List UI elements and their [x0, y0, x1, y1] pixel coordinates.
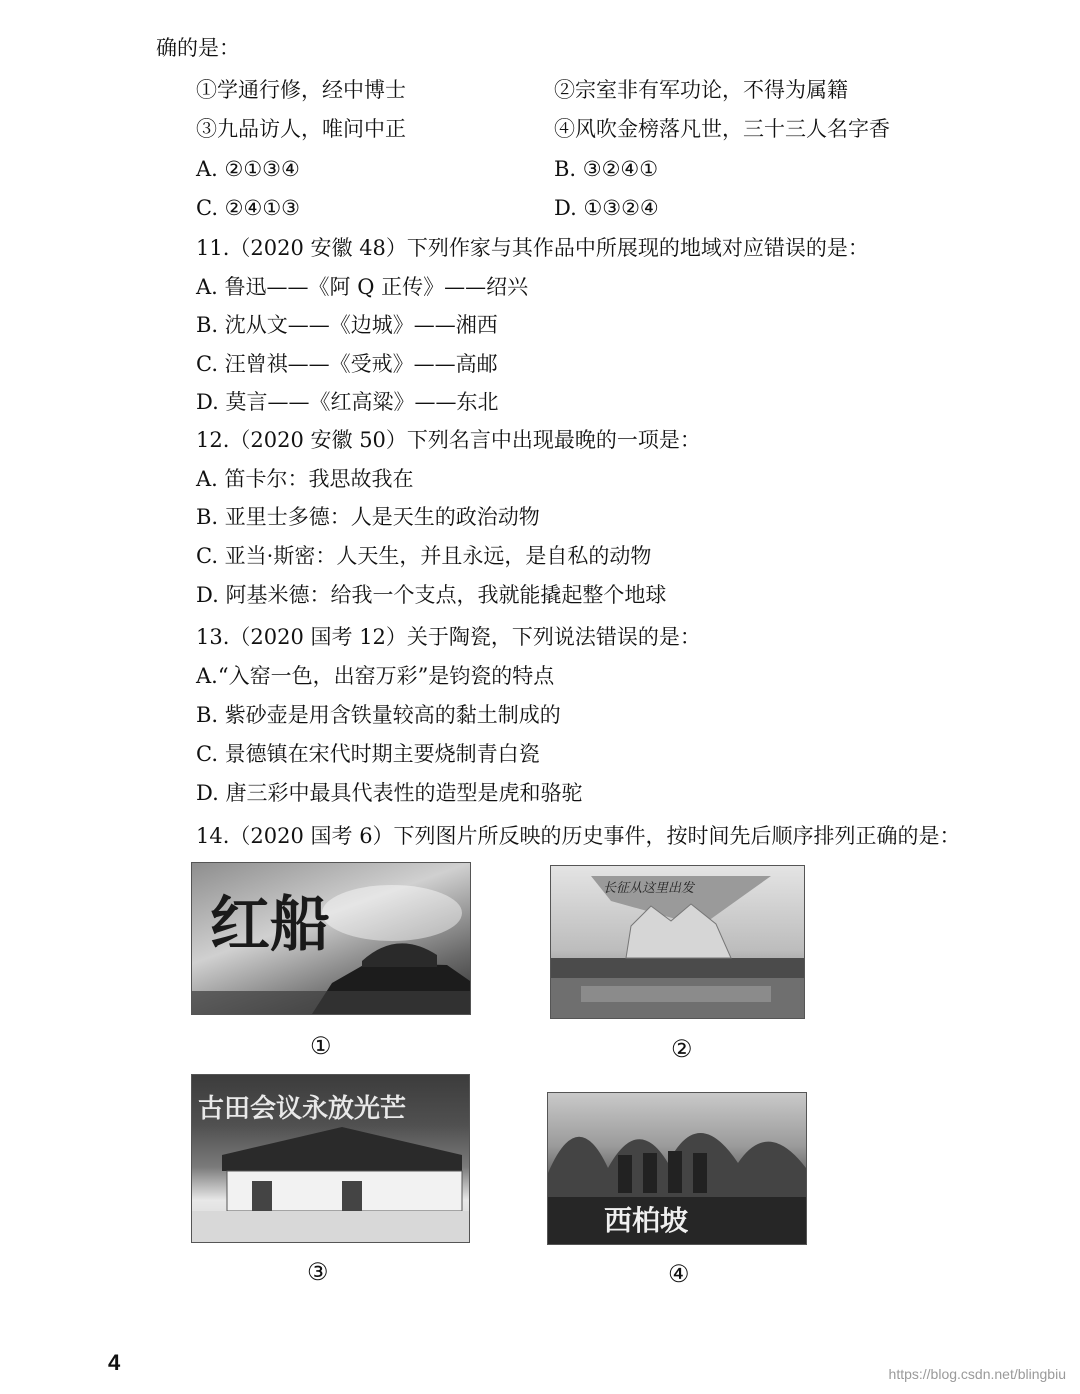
q12-option-c: C. 亚当·斯密：人天生，并且永远，是自私的动物 [196, 544, 652, 568]
q14-stem: 14.（2020 国考 6）下列图片所反映的历史事件，按时间先后顺序排列正确的是： [196, 824, 961, 848]
q11-option-a: A. 鲁迅——《阿 Q 正传》——绍兴 [196, 275, 529, 299]
q13-option-d: D. 唐三彩中最具代表性的造型是虎和骆驼 [196, 781, 583, 805]
monument-illustration [551, 866, 804, 1018]
q10-item-2: ②宗室非有军功论，不得为属籍 [554, 78, 848, 102]
figure-2-caption: ② [671, 1035, 693, 1063]
figure-3-caption: ③ [307, 1258, 329, 1286]
figure-3-title: 古田会议永放光芒 [198, 1094, 407, 1124]
q13-option-c: C. 景德镇在宋代时期主要烧制青白瓷 [196, 742, 540, 766]
q12-option-d: D. 阿基米德：给我一个支点，我就能撬起整个地球 [196, 583, 667, 607]
q12-option-a: A. 笛卡尔：我思故我在 [196, 467, 414, 491]
q11-stem: 11.（2020 安徽 48）下列作家与其作品中所展现的地域对应错误的是： [196, 236, 869, 260]
figure-4-title: 西柏坡 [604, 1204, 689, 1237]
q10-item-4: ④风吹金榜落凡世，三十三人名字香 [554, 117, 890, 141]
figure-3-gutian-conference [191, 1074, 470, 1243]
q11-option-c: C. 汪曾祺——《受戒》——高邮 [196, 352, 498, 376]
q13-option-b: B. 紫砂壶是用含铁量较高的黏土制成的 [196, 703, 561, 727]
q10-stem-tail: 确的是： [156, 36, 240, 60]
q10-item-3: ③九品访人，唯问中正 [196, 117, 406, 141]
gutian-building-illustration [192, 1075, 469, 1242]
xibaipo-illustration [548, 1093, 806, 1244]
red-boat-illustration [192, 863, 470, 1014]
figure-2-title: 长征从这里出发 [603, 881, 695, 896]
q11-option-d: D. 莫言——《红高粱》——东北 [196, 390, 499, 414]
q12-option-b: B. 亚里士多德：人是天生的政治动物 [196, 505, 540, 529]
q12-stem: 12.（2020 安徽 50）下列名言中出现最晚的一项是： [196, 428, 701, 452]
figure-1-caption: ① [310, 1032, 332, 1060]
figure-4-caption: ④ [668, 1260, 690, 1288]
q13-option-a: A.“入窑一色，出窑万彩”是钧瓷的特点 [196, 664, 555, 688]
q11-option-b: B. 沈从文——《边城》——湘西 [196, 313, 498, 337]
q10-option-d: D. ①③②④ [554, 196, 659, 220]
figure-1-title: 红船 [210, 890, 330, 960]
q10-option-b: B. ③②④① [554, 157, 659, 181]
q13-stem: 13.（2020 国考 12）关于陶瓷，下列说法错误的是： [196, 625, 701, 649]
figure-1-red-boat [191, 862, 471, 1015]
watermark-text: https://blog.csdn.net/blingbiu [888, 1366, 1066, 1382]
q10-option-a: A. ②①③④ [196, 157, 300, 181]
page-number: 4 [108, 1350, 121, 1375]
q10-option-c: C. ②④①③ [196, 196, 300, 220]
q10-item-1: ①学通行修，经中博士 [196, 78, 406, 102]
figure-2-long-march-monument [550, 865, 805, 1019]
figure-4-xibaipo [547, 1092, 807, 1245]
